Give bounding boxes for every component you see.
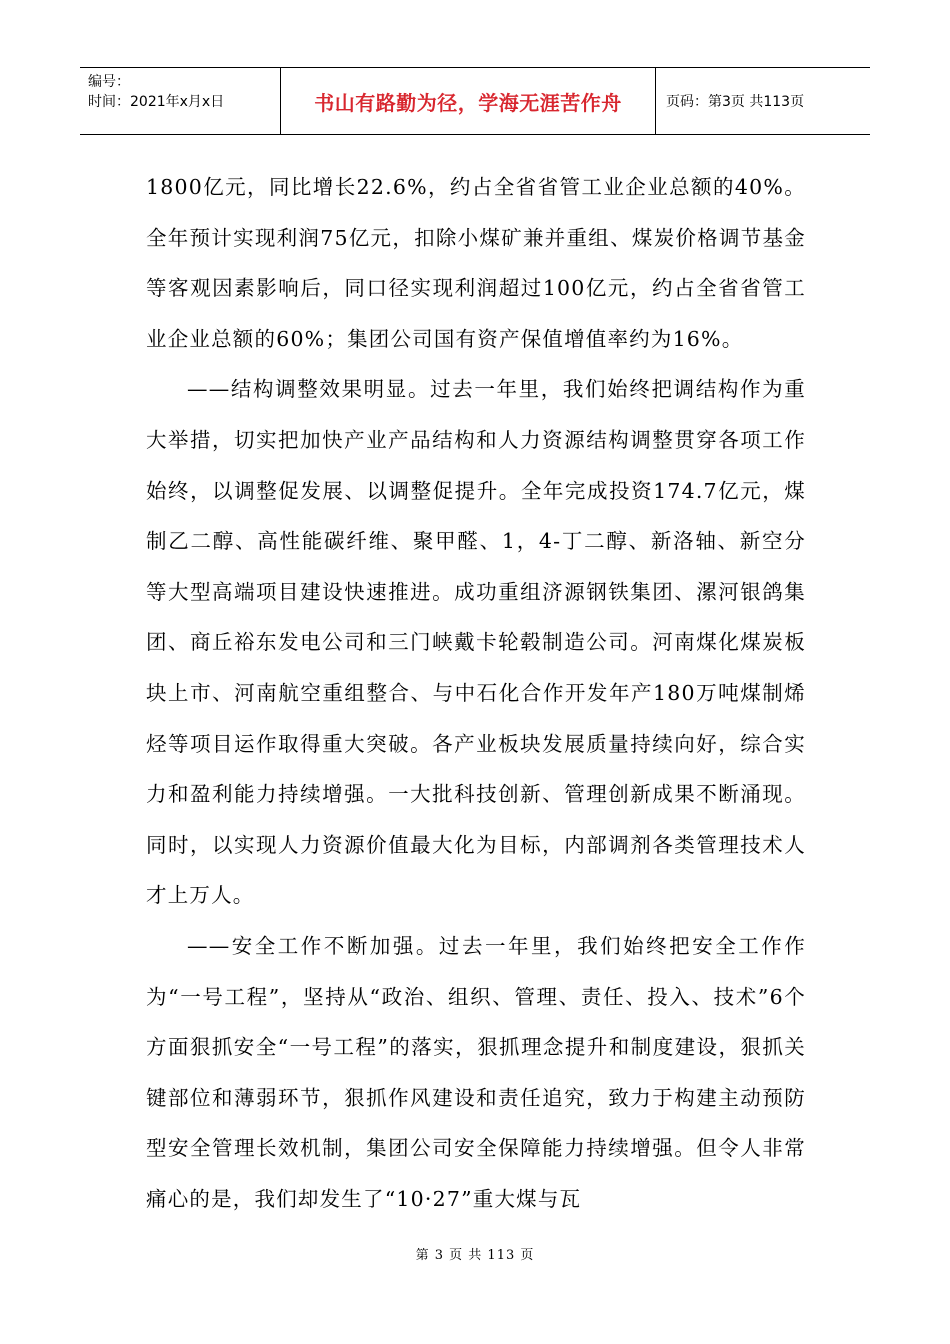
body-paragraph: ——安全工作不断加强。过去一年里，我们始终把安全工作作为“一号工程”，坚持从“政治、组织、管理、责任、投入、技术”6个方面狠抓安全“一号工程”的落实，狠抓理念提升和制度建设，狠抓关键部位和薄弱环节，狠抓作风建设和责任追究，致力于构建主动预防型安全管理长效机制，集团公司安全保障能力持续增强。但令人非常痛心的是，我们却发生了“10·27”重大煤与瓦: [146, 933, 806, 1211]
header-motto: 书山有路勤为径，学海无涯苦作舟: [314, 90, 622, 115]
page-header: [80, 67, 870, 135]
document-number-label: 编号：: [88, 74, 130, 90]
header-motto-cell: [281, 68, 656, 134]
header-page-info-cell: [656, 68, 870, 134]
body-paragraph: 1800亿元，同比增长22.6%，约占全省省管工业企业总额的40%。全年预计实现利润75亿元，扣除小煤矿兼并重组、煤炭价格调节基金等客观因素影响后，同口径实现利润超过100亿元，约占全省省管工业企业总额的60%；集团公司国有资产保值增值率约为16%。: [146, 175, 806, 351]
header-meta: [80, 68, 281, 134]
header-page-info: 页码：第3页 共113页: [666, 94, 805, 110]
document-date-label: 时间：2021年x月x日: [88, 94, 225, 110]
body-paragraph: ——结构调整效果明显。过去一年里，我们始终把调结构作为重大举措，切实把加快产业产品结构和人力资源结构调整贯穿各项工作始终，以调整促发展、以调整促提升。全年完成投资174.7亿元，煤制乙二醇、高性能碳纤维、聚甲醛、1，4-丁二醇、新洛轴、新空分等大型高端项目建设快速推进。成功重组济源钢铁集团、漯河银鸽集团、商丘裕东发电公司和三门峡戴卡轮毂制造公司。河南煤化煤炭板块上市、河南航空重组整合、与中石化合作开发年产180万吨煤制烯烃等项目运作取得重大突破。各产业板块发展质量持续向好，综合实力和盈利能力持续增强。一大批科技创新、管理创新成果不断涌现。同时，以实现人力资源价值最大化为目标，内部调剂各类管理技术人才上万人。: [146, 377, 806, 908]
page-footer: 第 3 页 共 113 页: [415, 1248, 535, 1263]
document-body: [146, 162, 806, 1224]
